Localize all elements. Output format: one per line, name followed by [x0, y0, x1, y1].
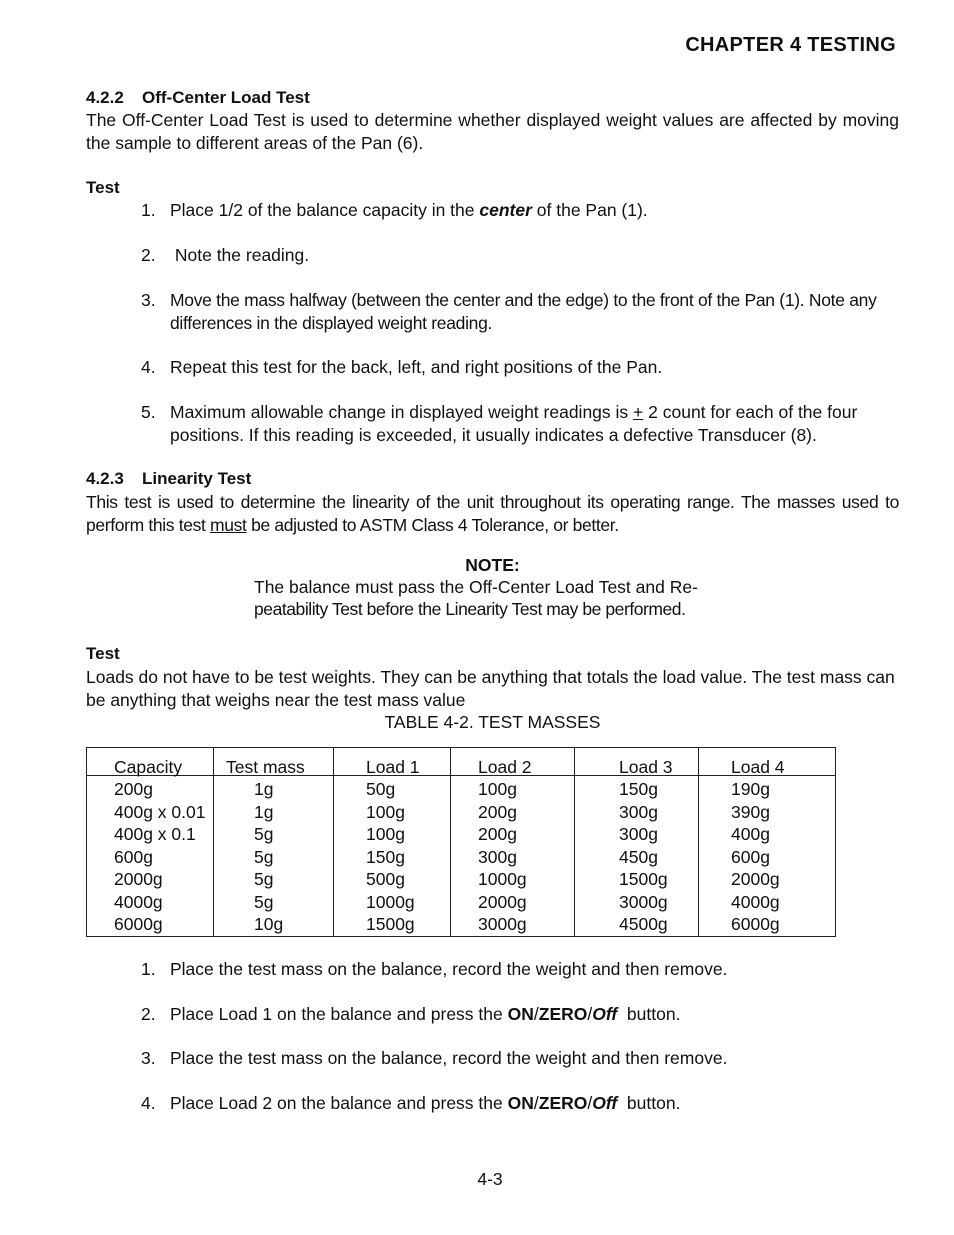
table-cell: 500g	[366, 869, 405, 889]
section-title: Off-Center Load Test	[142, 88, 310, 107]
step-number: 5.	[141, 402, 156, 422]
step-text: Place the test mass on the balance, record the weight and then remove.	[170, 1048, 728, 1068]
button-label-on: ON	[507, 1004, 534, 1024]
note-line: The balance must pass the Off-Center Load Test and Re-	[254, 577, 698, 597]
table-cell: 4000g	[731, 891, 780, 912]
table-cell: 3000g	[619, 891, 668, 912]
step-text: Note the reading.	[170, 245, 310, 265]
section-title: Linearity Test	[142, 469, 252, 488]
test-heading: Test	[86, 644, 120, 663]
separator: /	[533, 1093, 539, 1113]
separator: /	[587, 1093, 593, 1113]
table-cell: 600g	[731, 846, 770, 867]
table-cell: 400g x 0.01	[114, 801, 206, 822]
table-cell: 190g	[731, 779, 770, 799]
table-cell: 5g	[254, 869, 274, 889]
step-text: Move the mass halfway (between the center and the edge) to the front of the Pan (1). Note any differences in the displayed weight reading.	[170, 290, 877, 333]
table-cell: 1g	[254, 779, 274, 799]
table-cell: 1500g	[619, 869, 668, 889]
table-header-cell: Load 2	[478, 757, 532, 777]
note-line: peatability Test before the Linearity Test may be performed.	[254, 599, 686, 619]
step-text-part: button.	[617, 1004, 681, 1024]
intro-part: be adjusted to ASTM Class 4 Tolerance, or better.	[246, 514, 619, 535]
table-cell: 300g	[478, 846, 517, 867]
table-cell: 600g	[114, 846, 153, 867]
table-column-divider	[450, 747, 451, 937]
step-number: 4.	[141, 357, 156, 377]
list-item	[141, 289, 901, 334]
section-heading-linearity	[86, 468, 251, 491]
table-cell: 4500g	[619, 914, 668, 934]
list-item	[141, 244, 901, 267]
table-header-cell: Test mass	[226, 757, 305, 777]
table-cell: 1000g	[478, 869, 527, 889]
table-caption: TABLE 4-2. TEST MASSES	[384, 712, 601, 732]
table-column-divider	[333, 747, 334, 937]
page-number: 4-3	[477, 1169, 503, 1189]
table-cell: 6000g	[114, 914, 163, 934]
table-cell: 400g	[731, 824, 770, 844]
table-cell: 50g	[366, 779, 396, 799]
table-header-cell: Load 1	[366, 757, 420, 777]
step-text	[170, 1092, 901, 1115]
note-title: NOTE:	[465, 555, 520, 575]
section-heading-off-center	[86, 87, 310, 110]
table-cell: 300g	[619, 824, 658, 844]
step-text: Place the test mass on the balance, record the weight and then remove.	[170, 959, 728, 979]
table-cell: 6000g	[731, 914, 780, 934]
separator: /	[587, 1004, 593, 1024]
table-cell: 5g	[254, 824, 274, 844]
test-intro: Loads do not have to be test weights. They can be anything that totals the load value. The test mass can be anything that weighs near the test mass value	[86, 667, 895, 710]
table-cell: 5g	[254, 891, 274, 912]
step-text-part: 2 count for each of the four positions. If this reading is exceeded, it usually indicates a defective Transducer (8).	[170, 402, 858, 445]
step-number: 3.	[141, 290, 156, 310]
list-item	[141, 958, 901, 981]
section-number: 4.2.3	[86, 469, 124, 488]
step-number: 4.	[141, 1093, 156, 1113]
list-item	[141, 1047, 901, 1070]
table-cell: 1000g	[366, 891, 415, 912]
table-cell: 200g	[478, 824, 517, 844]
test-heading: Test	[86, 178, 120, 197]
table-header-cell: Load 4	[731, 757, 785, 777]
step-number: 3.	[141, 1048, 156, 1068]
button-label-off: Off	[592, 1004, 618, 1024]
table-cell: 200g	[114, 779, 153, 799]
step-text-part: button.	[617, 1093, 681, 1113]
table-cell: 100g	[478, 779, 517, 799]
button-label-on: ON	[507, 1093, 534, 1113]
step-number: 1.	[141, 200, 156, 220]
section-number: 4.2.2	[86, 88, 124, 107]
table-cell: 2000g	[114, 869, 163, 889]
section-intro	[86, 491, 899, 536]
separator: /	[533, 1004, 539, 1024]
table-column-divider	[213, 747, 214, 937]
button-label-zero: ZERO	[538, 1093, 588, 1113]
table-cell: 450g	[619, 846, 658, 867]
step-text-part: Maximum allowable change in displayed weight readings is	[170, 402, 634, 422]
step-text	[170, 401, 901, 446]
button-label-off: Off	[592, 1093, 618, 1113]
table-header-cell: Load 3	[619, 757, 673, 777]
plus-minus-sign: +	[633, 402, 644, 422]
table-cell: 100g	[366, 824, 405, 844]
step-number: 2.	[141, 245, 156, 265]
table-cell: 200g	[478, 801, 517, 822]
underlined-must: must	[210, 514, 247, 535]
step-text	[170, 199, 901, 222]
table-cell: 10g	[254, 914, 284, 934]
table-cell: 400g x 0.1	[114, 824, 196, 844]
step-text-part: of the Pan (1).	[531, 200, 648, 220]
step-text-part: Place Load 2 on the balance and press the	[170, 1093, 508, 1113]
step-number: 1.	[141, 959, 156, 979]
step-text-part: Place 1/2 of the balance capacity in the	[170, 200, 480, 220]
table-cell: 2000g	[478, 891, 527, 912]
table-cell: 300g	[619, 801, 658, 822]
table-cell: 390g	[731, 801, 770, 822]
chapter-header: CHAPTER 4 TESTING	[685, 34, 896, 56]
table-cell: 3000g	[478, 914, 527, 934]
emphasis-center: center	[479, 200, 532, 220]
table-cell: 5g	[254, 846, 274, 867]
table-cell: 4000g	[114, 891, 163, 912]
step-text-part: Place Load 1 on the balance and press the	[170, 1004, 508, 1024]
table-column-divider	[574, 747, 575, 937]
section-intro: The Off-Center Load Test is used to determine whether displayed weight values are affected by moving the sample to different areas of the Pan (6).	[86, 110, 899, 153]
step-text	[170, 1003, 901, 1026]
list-item	[141, 1092, 901, 1115]
table-cell: 2000g	[731, 869, 780, 889]
list-item	[141, 1003, 901, 1026]
table-cell: 150g	[619, 779, 658, 799]
list-item	[141, 401, 901, 446]
table-cell: 1500g	[366, 914, 415, 934]
intro-part: This test is used to determine the linearity of the unit throughout its operating range. The masses used to perform this test	[86, 492, 899, 535]
step-number: 2.	[141, 1004, 156, 1024]
table-header-cell: Capacity	[114, 757, 183, 777]
step-text: Repeat this test for the back, left, and right positions of the Pan.	[170, 357, 663, 377]
list-item	[141, 356, 901, 379]
table-header-divider	[86, 775, 836, 776]
table-cell: 100g	[366, 801, 405, 822]
button-label-zero: ZERO	[538, 1004, 588, 1024]
table-cell: 150g	[366, 846, 405, 867]
table-cell: 1g	[254, 801, 274, 822]
list-item	[141, 199, 901, 222]
table-column-divider	[698, 747, 699, 937]
